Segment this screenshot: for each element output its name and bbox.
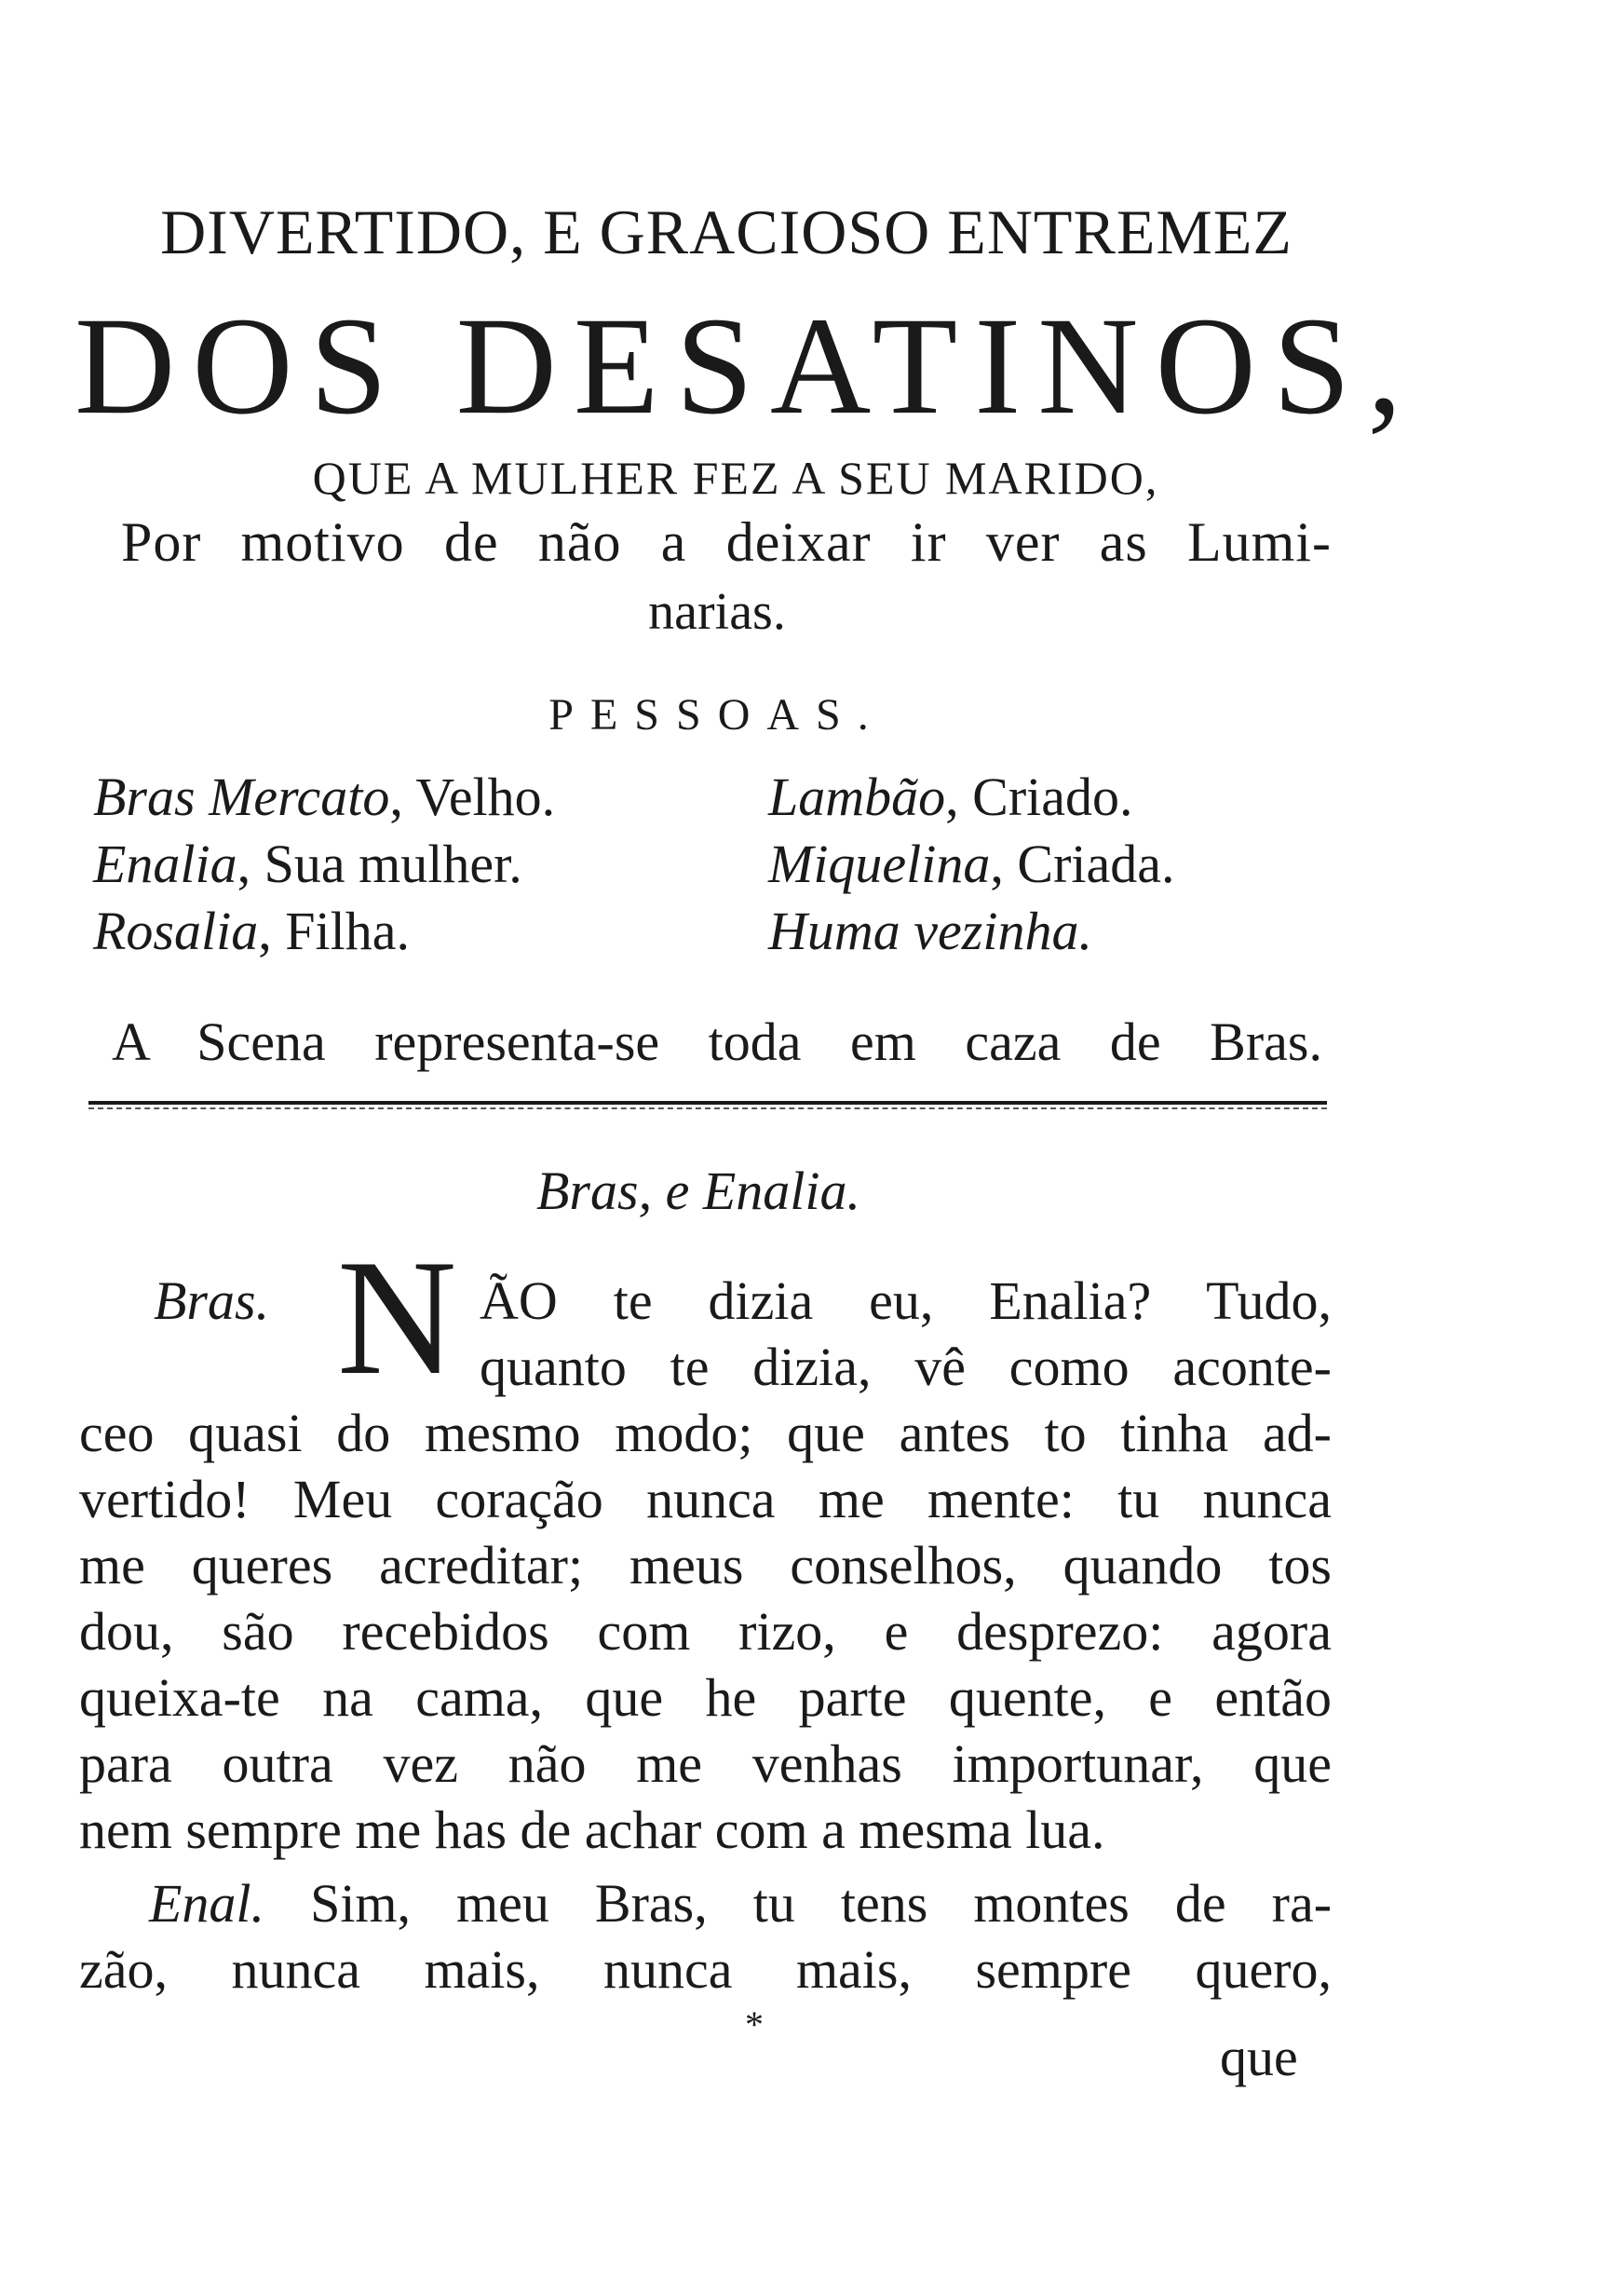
text-line: para outra vez não me venhas importunar, que [79,1733,1332,1794]
divider-rule [88,1101,1327,1105]
cast-role: , Filha. [258,901,410,961]
persons-heading: PESSOAS. [548,690,886,740]
title-line-1: DIVERTIDO, E GRACIOSO ENTREMEZ [160,197,1292,267]
cast-role: , Velho. [389,767,556,827]
cast-name: Miquelina [768,834,991,894]
title-line-5: narias. [648,583,786,641]
title-line-4: Por motivo de não a deixar ir ver as Lumi- [121,511,1332,573]
text-line: quanto te dizia, vê como aconte- [480,1337,1332,1397]
title-main: DOS DESATINOS, [74,289,1419,443]
text-line: vertido! Meu coração nunca me mente: tu nunca [79,1469,1332,1529]
speaker-label: Enal. [149,1873,265,1934]
text-line: nem sempre me has de achar com a mesma lua. [79,1799,1105,1860]
text-line: dou, são recebidos com rizo, e desprezo: agora [79,1601,1332,1662]
text-line: queixa-te na cama, que he parte quente, e então [79,1667,1332,1728]
text-line: ÃO te dizia eu, Enalia? Tudo, [480,1270,1332,1331]
cast-role: , Criada. [990,834,1175,894]
cast-item [93,898,689,965]
title-line-3: QUE A MULHER FEZ A SEU MARIDO, [312,452,1159,504]
cast-item [93,831,689,898]
signature-mark: * [745,2003,764,2045]
text-line: zão, nunca mais, nunca mais, sempre quero, [79,1939,1332,2000]
drop-cap: N [337,1225,457,1409]
cast-name: Bras Mercato [93,767,390,827]
cast-role: , Sua mulher. [237,834,522,894]
text-line [149,1872,1332,1935]
cast-name: Rosalia [93,901,259,961]
scene-note: A Scena representa-se toda em caza de Bras. [112,1012,1322,1072]
speaker-label: Bras. [154,1270,270,1331]
cast-list-right [768,764,1364,965]
cast-item [768,764,1364,831]
cast-name: Lambão [768,767,946,827]
cast-name: Huma vezinha. [768,901,1092,961]
text-line-content: Sim, meu Bras, tu tens montes de ra- [310,1873,1333,1934]
cast-item [768,831,1364,898]
cast-list-left [93,764,689,965]
catchword: que [1220,2027,1298,2087]
text-line: ceo quasi do mesmo modo; que antes to tinha ad- [79,1403,1332,1463]
text-line: me queres acreditar; meus conselhos, quando tos [79,1535,1332,1596]
scene-heading: Bras, e Enalia. [536,1161,860,1221]
cast-item [93,764,689,831]
cast-role: , Criado. [945,767,1133,827]
cast-name: Enalia [93,834,237,894]
cast-item [768,898,1364,965]
